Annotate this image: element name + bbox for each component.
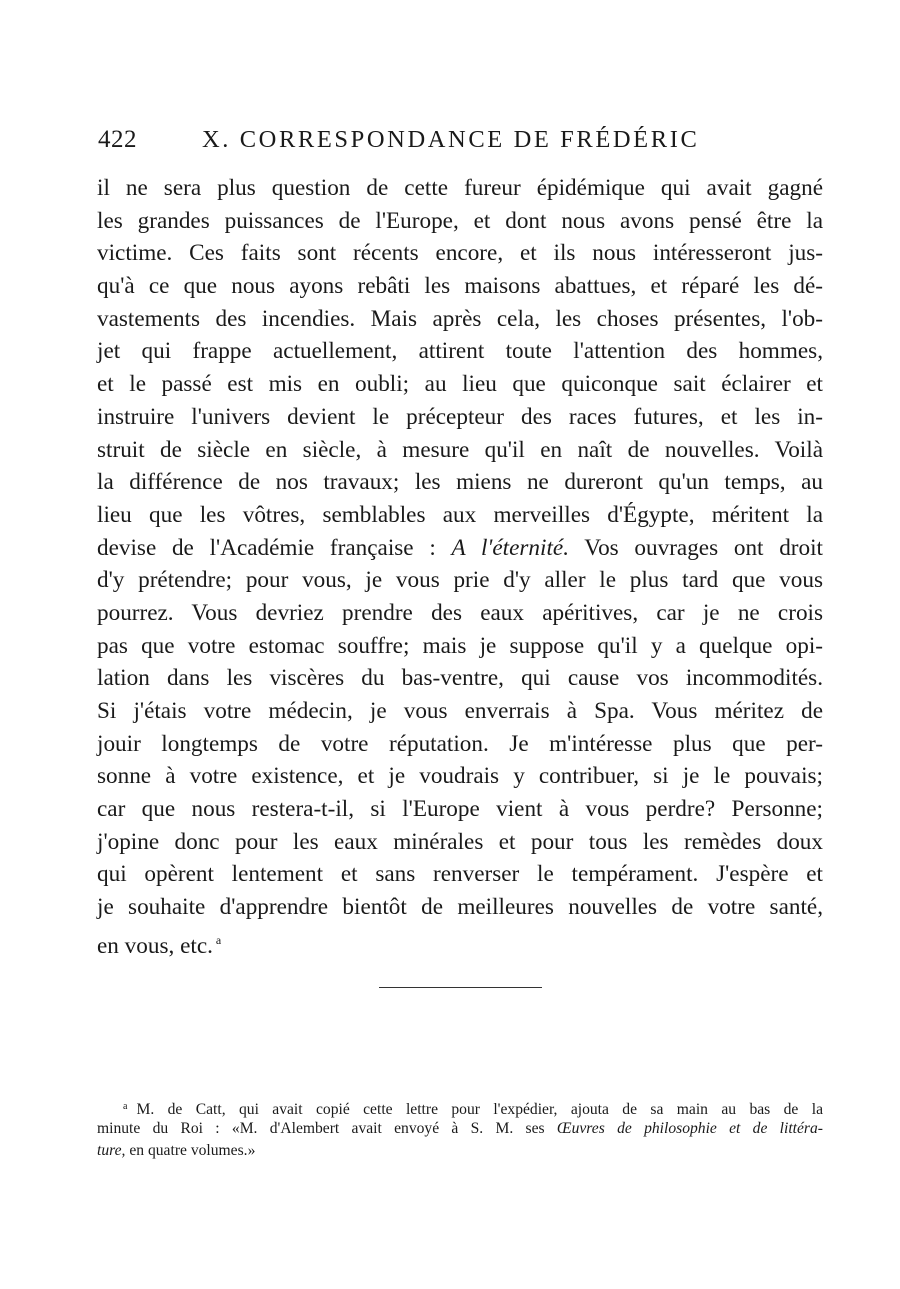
page-number: 422 [98,126,137,153]
footnote-reference[interactable]: a [215,932,222,947]
text-line: jouir longtemps de votre réputation. Je m'intéresse plus que per- [97,730,823,757]
text-line: qu'à ce que nous ayons rebâti les maisons abattues, et réparé les dé- [97,273,823,300]
text-line: j'opine donc pour les eaux minérales et pour tous les remèdes doux [97,828,823,855]
text-line: les grandes puissances de l'Europe, et dont nous avons pensé être la [97,207,823,234]
footnote-line [97,1140,823,1162]
footnote-separator [379,987,542,988]
footnote-text: en quatre volumes.» [125,1142,256,1159]
footnote [97,1096,823,1162]
footnote-mark: a [123,1101,128,1112]
text-line: victime. Ces faits sont récents encore, et ils nous intéresseront jus- [97,240,823,267]
text-line: d'y prétendre; pour vous, je vous prie d'y aller le plus tard que vous [97,567,823,594]
text-segment: devise de l'Académie française : [97,534,452,561]
running-head [98,124,828,160]
running-title: X. CORRESPONDANCE DE FRÉDÉRIC [202,126,700,153]
text-line: il ne sera plus question de cette fureur épidémique qui avait gagné [97,175,823,201]
text-line: instruire l'univers devient le précepteur des races futures, et les in- [97,403,823,430]
footnote-text: minute du Roi : «M. d'Alembert avait envoyé à S. M. ses [97,1120,557,1137]
closing-line [97,924,823,957]
text-line: et le passé est mis en oubli; au lieu que quiconque sait éclairer et [97,371,823,398]
motto-italic: A l'éternité. [451,534,569,561]
text-line: vastements des incendies. Mais après cela, les choses présentes, l'ob- [97,305,823,332]
letter-text [97,172,823,957]
text-line: lation dans les viscères du bas-ventre, qui cause vos incommodités. [97,665,823,692]
work-title-italic: ture, [97,1142,126,1159]
work-title-italic: Œuvres de philosophie et de littéra- [556,1120,823,1137]
text-line: pourrez. Vous devriez prendre des eaux apéritives, car je ne crois [97,599,823,626]
text-segment: Vos ouvrages ont droit [569,534,823,561]
text-line: lieu que les vôtres, semblables aux merveilles d'Égypte, méritent la [97,501,823,528]
text-line-with-motto [97,532,823,565]
footnote-line [97,1118,823,1140]
text-line: qui opèrent lentement et sans renverser le tempérament. J'espère et [97,861,823,888]
text-line: pas que votre estomac souffre; mais je suppose qu'il y a quelque opi- [97,632,823,659]
text-line: sonne à votre existence, et je voudrais y contribuer, si je le pouvais; [97,763,823,790]
text-line: la différence de nos travaux; les miens ne dureront qu'un temps, au [97,469,823,496]
text-line: Si j'étais votre médecin, je vous enverrais à Spa. Vous méritez de [97,698,823,724]
footnote-line [97,1096,823,1118]
text-line: jet qui frappe actuellement, attirent toute l'attention des hommes, [97,338,823,365]
closing-text: en vous, etc. [97,932,213,959]
text-line: je souhaite d'apprendre bientôt de meilleures nouvelles de votre santé, [97,894,823,921]
text-line: struit de siècle en siècle, à mesure qu'il en naît de nouvelles. Voilà [97,436,823,463]
footnote-text: M. de Catt, qui avait copié cette lettre pour l'expédier, ajouta de sa main au bas de la [136,1101,823,1118]
text-line: car que nous restera-t-il, si l'Europe vient à vous perdre? Personne; [97,796,823,823]
